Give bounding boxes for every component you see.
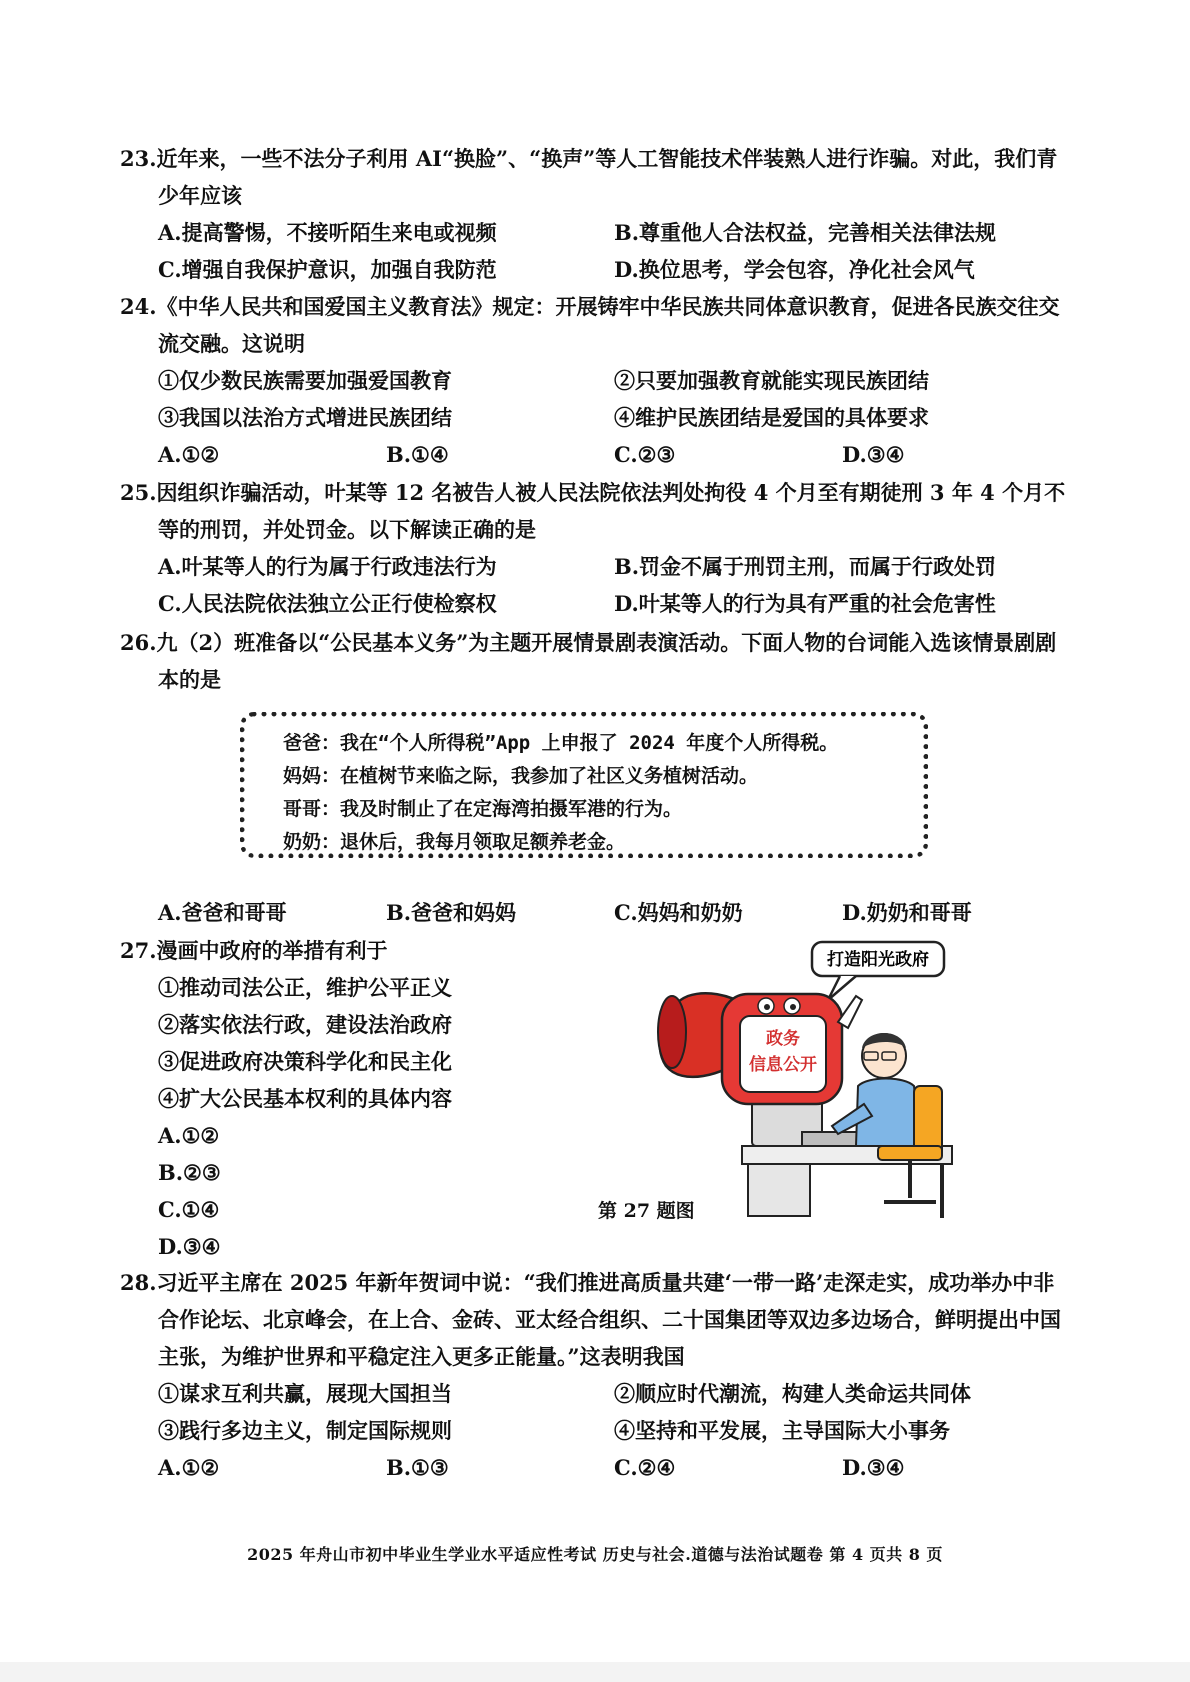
- question-stem: 23.近年来，一些不法分子利用 AI“换脸”、“换声”等人工智能技术伴装熟人进行诈骗。对此，我们青少年应该: [120, 146, 1058, 208]
- question-23: [120, 140, 1070, 288]
- cartoon-figure: [652, 936, 972, 1220]
- question-stem: 26.九（2）班准备以“公民基本义务”为主题开展情景剧表演活动。下面人物的台词能入选该情景剧剧本的是: [120, 630, 1057, 692]
- dialog-line-grandma: 奶奶：退休后，我每月领取足额养老金。: [283, 831, 626, 853]
- question-stem: 25.因组织诈骗活动，叶某等 12 名被告人被人民法院依法判处拘役 4 个月至有期徒刑 3 年 4 个月不等的刑罚，并处罚金。以下解读正确的是: [120, 480, 1066, 542]
- question-stem: 27.漫画中政府的举措有利于: [120, 938, 388, 963]
- option-b: B.①③: [386, 1455, 449, 1480]
- statement-3: ③践行多边主义，制定国际规则: [158, 1418, 452, 1443]
- option-d: D.奶奶和哥哥: [842, 900, 972, 925]
- option-a: A.①②: [158, 1455, 220, 1480]
- question-24: [120, 288, 1070, 473]
- screen-text-2: 信息公开: [749, 1055, 817, 1075]
- statement-4: ④坚持和平发展，主导国际大小事务: [614, 1418, 950, 1443]
- dialog-line-dad: 爸爸：我在“个人所得税”App 上申报了 2024 年度个人所得税。: [283, 732, 839, 754]
- option-a: A.①②: [158, 442, 220, 467]
- statement-4: ④扩大公民基本权利的具体内容: [158, 1086, 452, 1111]
- option-c: C.②④: [614, 1455, 676, 1480]
- screen-text-1: 政务: [766, 1029, 800, 1049]
- statement-2: ②落实依法行政，建设法治政府: [158, 1012, 452, 1037]
- option-c: C.妈妈和奶奶: [614, 900, 743, 925]
- statement-1: ①谋求互利共赢，展现大国担当: [158, 1381, 452, 1406]
- statement-1: ①仅少数民族需要加强爱国教育: [158, 368, 452, 393]
- statement-2: ②只要加强教育就能实现民族团结: [614, 368, 929, 393]
- option-d: D.换位思考，学会包容，净化社会风气: [614, 257, 975, 282]
- figure-caption: 第 27 题图: [598, 1200, 695, 1222]
- question-26: [120, 624, 1070, 698]
- option-b: B.尊重他人合法权益，完善相关法律法规: [614, 220, 997, 245]
- question-26-options: [120, 894, 1070, 931]
- option-b: B.爸爸和妈妈: [386, 900, 517, 925]
- statement-3: ③我国以法治方式增进民族团结: [158, 405, 452, 430]
- scan-edge: [0, 1662, 1190, 1682]
- option-d: D.③④: [842, 442, 905, 467]
- option-d: D.③④: [842, 1455, 905, 1480]
- statement-4: ④维护民族团结是爱国的具体要求: [614, 405, 929, 430]
- question-25: [120, 474, 1070, 622]
- question-28: [120, 1264, 1070, 1486]
- question-stem: 24.《中华人民共和国爱国主义教育法》规定：开展铸牢中华民族共同体意识教育，促进各民族交往交流交融。这说明: [120, 294, 1060, 356]
- option-b: B.①④: [386, 442, 449, 467]
- option-a: A.叶某等人的行为属于行政违法行为: [158, 554, 497, 579]
- dialog-line-mom: 妈妈：在植树节来临之际，我参加了社区义务植树活动。: [283, 765, 759, 787]
- option-c: C.人民法院依法独立公正行使检察权: [158, 591, 497, 616]
- option-b: B.罚金不属于刑罚主刑，而属于行政处罚: [614, 554, 997, 579]
- page-footer: 2025 年舟山市初中毕业生学业水平适应性考试 历史与社会.道德与法治试题卷 第 4 页共 8 页: [247, 1545, 943, 1564]
- option-c: C.增强自我保护意识，加强自我防范: [158, 257, 497, 282]
- option-d: D.叶某等人的行为具有严重的社会危害性: [614, 591, 996, 616]
- statement-3: ③促进政府决策科学化和民主化: [158, 1049, 452, 1074]
- bubble-text: 打造阳光政府: [827, 950, 929, 970]
- dialog-line-brother: 哥哥：我及时制止了在定海湾拍摄军港的行为。: [283, 798, 683, 820]
- speech-bubble-tail: [828, 976, 856, 1000]
- option-a: A.①②: [158, 1123, 220, 1148]
- option-c: C.②③: [614, 442, 676, 467]
- option-d: D.③④: [158, 1234, 221, 1259]
- option-a: A.爸爸和哥哥: [158, 900, 287, 925]
- option-b: B.②③: [158, 1160, 221, 1185]
- dialog-box: [240, 712, 928, 858]
- option-a: A.提高警惕，不接听陌生来电或视频: [158, 220, 497, 245]
- question-27: [120, 932, 660, 1265]
- statement-2: ②顺应时代潮流，构建人类命运共同体: [614, 1381, 971, 1406]
- question-stem: 28.习近平主席在 2025 年新年贺词中说：“我们推进高质量共建‘一带一路’走深走实，成功举办中非合作论坛、北京峰会，在上合、金砖、亚太经合组织、二十国集团等双边多边场合，鲜明提出中国主张，为维护世界和平稳定注入更多正能量。”这表明我国: [120, 1270, 1061, 1369]
- statement-1: ①推动司法公正，维护公平正义: [158, 975, 452, 1000]
- option-c: C.①④: [158, 1197, 220, 1222]
